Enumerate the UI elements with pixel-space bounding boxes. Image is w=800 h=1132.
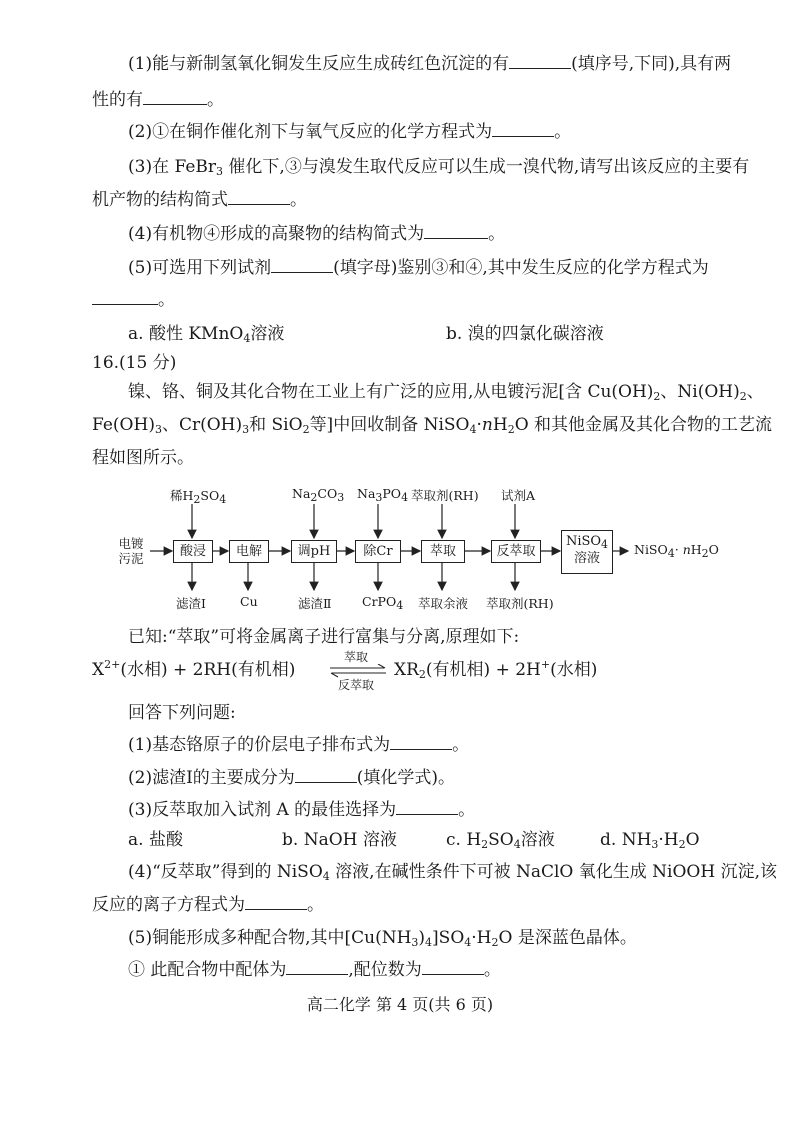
q15-p1-text-c: 性的有 xyxy=(92,90,143,110)
input-label-dilute-h2so4: 稀$H_2SO_4$ xyxy=(170,488,227,506)
input-label-reagent-a: 试剂A xyxy=(501,488,536,503)
step-box-back-extraction: 反萃取 xyxy=(491,540,541,563)
intro-text: 和 SiO xyxy=(249,415,303,435)
answer-blank[interactable] xyxy=(396,798,458,815)
start-label-line2: 污泥 xyxy=(118,551,144,566)
answer-blank[interactable] xyxy=(92,288,158,305)
period: 。 xyxy=(554,122,572,142)
q15-p1-line1 xyxy=(128,52,731,76)
a5-text: ·H xyxy=(471,928,492,948)
subscript: 2 xyxy=(653,390,661,403)
q16-intro-line1 xyxy=(128,380,764,404)
q16-header: 16.(15 分) xyxy=(92,353,177,373)
subscript: 2 xyxy=(418,668,426,681)
final-product-label: NiSO$_4$· $nH_2O$ xyxy=(634,542,719,560)
output-label-residue-2: 滤渣Ⅱ xyxy=(298,596,332,611)
a4-text-c: 反应的离子方程式为 xyxy=(92,895,245,915)
start-label-line1: 电镀 xyxy=(118,536,144,551)
q15-p4-text: (4)有机物④形成的高聚物的结构简式为 xyxy=(128,224,425,244)
q16-option-b: b. NaOH 溶液 xyxy=(282,830,397,850)
q16-a5 xyxy=(128,926,637,950)
output-label-residue-1: 滤渣Ⅰ xyxy=(176,596,206,611)
subscript: 3 xyxy=(154,423,162,436)
intro-text: H xyxy=(492,415,508,435)
q16-a2 xyxy=(128,766,455,790)
niso4-line2: 溶液 xyxy=(573,551,600,566)
q15-p3-line1 xyxy=(128,155,749,179)
q16-a5-1 xyxy=(128,958,501,982)
answer-blank[interactable] xyxy=(422,958,484,975)
q15-p2 xyxy=(128,120,571,144)
subscript: 4 xyxy=(469,423,477,436)
period: 。 xyxy=(290,190,307,210)
q15-p1-line2 xyxy=(92,88,224,112)
subscript: 4 xyxy=(425,936,433,949)
subscript: 2 xyxy=(739,390,747,403)
period: 。 xyxy=(307,895,324,915)
answer-blank[interactable] xyxy=(492,120,554,137)
opt-c-text: c. H xyxy=(446,830,482,850)
a3-text: (3)反萃取加入试剂 A 的最佳选择为 xyxy=(128,800,397,820)
eq-condition-forward: 萃取 xyxy=(343,650,368,664)
q16-a3 xyxy=(128,798,475,822)
period: 。 xyxy=(158,290,175,310)
intro-text: 、Cr(OH) xyxy=(161,415,243,435)
q16-option-a: a. 盐酸 xyxy=(128,830,183,850)
q15-p5-text-b: (填字母)鉴别③和④,其中发生反应的化学方程式为 xyxy=(333,258,709,278)
q16-option-d xyxy=(600,828,700,852)
output-label-raffinate: 萃取余液 xyxy=(418,596,469,611)
eq-text: X xyxy=(92,660,105,680)
q15-p2-text: (2)①在铜作催化剂下与氧气反应的化学方程式为 xyxy=(128,122,493,142)
answer-blank[interactable] xyxy=(424,222,488,239)
intro-text: 、Ni(OH) xyxy=(660,382,740,402)
answer-blank[interactable] xyxy=(271,256,333,273)
q16-known: 已知:“萃取”可将金属离子进行富集与分离,原理如下: xyxy=(128,627,520,647)
intro-text: 、 xyxy=(746,382,764,402)
input-label-extractant: 萃取剂(RH) xyxy=(411,488,479,503)
q15-p4 xyxy=(128,222,505,246)
q16-intro-line2 xyxy=(92,413,772,437)
eq-text: (有机相) + 2H xyxy=(425,660,541,680)
q15-p3-text-b: 催化下,③与溴发生取代反应可以生成一溴代物,请写出该反应的主要有 xyxy=(223,157,750,177)
start-label xyxy=(114,536,148,566)
eq-text: (水相) xyxy=(550,660,598,680)
a4-text-b: 溶液,在碱性条件下可被 NaClO 氧化生成 NiOOH 沉淀,该 xyxy=(329,862,777,882)
output-label-extractant-return: 萃取剂(RH) xyxy=(486,596,554,611)
q16-a4-line1 xyxy=(128,860,777,884)
step-box-acid-leach: 酸浸 xyxy=(173,540,213,563)
period: 。 xyxy=(483,960,501,980)
subscript: 4 xyxy=(322,870,330,883)
step-box-extraction: 萃取 xyxy=(421,540,465,563)
subscript: 4 xyxy=(513,838,521,851)
subscript: 2 xyxy=(678,838,686,851)
opt-c-text: 溶液 xyxy=(520,830,555,850)
a1-text: (1)基态铬原子的价层电子排布式为 xyxy=(128,735,391,755)
q16-option-c xyxy=(446,828,555,852)
q16-intro-line3: 程如图所示。 xyxy=(92,448,194,468)
q15-p5-line2 xyxy=(92,288,175,312)
subscript: 2 xyxy=(507,423,515,436)
a2-text-b: (填化学式)。 xyxy=(356,768,456,788)
answer-blank[interactable] xyxy=(143,88,207,105)
answer-blank[interactable] xyxy=(286,958,348,975)
option-a-text-b: 溶液 xyxy=(250,324,285,344)
q16-a4-line2 xyxy=(92,893,324,917)
italic-n: n xyxy=(481,415,493,435)
input-label-na3po4: $Na_3PO_4$ xyxy=(357,486,409,504)
period: 。 xyxy=(452,735,470,755)
opt-d-text: O xyxy=(685,830,700,850)
q15-option-b xyxy=(446,322,604,346)
option-a-text: a. 酸性 KMnO xyxy=(128,324,244,344)
answer-blank[interactable] xyxy=(295,766,357,783)
intro-text: Fe(OH) xyxy=(92,415,155,435)
superscript: 2+ xyxy=(104,658,121,671)
q15-p3-line2 xyxy=(92,188,307,212)
equilibrium-equation xyxy=(92,658,295,682)
q16-answer-prompt: 回答下列问题: xyxy=(128,703,236,723)
eq-text: (水相) + 2RH(有机相) xyxy=(120,660,296,680)
option-b-text: b. 溴的四氯化碳溶液 xyxy=(446,324,604,344)
opt-c-text: SO xyxy=(488,830,514,850)
page-footer: 高二化学 第 4 页(共 6 页) xyxy=(306,995,494,1014)
q15-p3-text-c: 机产物的结构简式 xyxy=(92,190,228,210)
output-label-crpo4: CrPO$_4$ xyxy=(362,594,404,612)
process-flow-diagram xyxy=(0,478,800,628)
subscript: 2 xyxy=(302,423,310,436)
answer-blank[interactable] xyxy=(509,52,571,69)
eq-text: XR xyxy=(394,660,419,680)
intro-text: 镍、铬、铜及其化合物在工业上有广泛的应用,从电镀污泥[含 Cu(OH) xyxy=(128,382,654,402)
intro-text: 等]中回收制备 NiSO xyxy=(309,415,470,435)
opt-d-text: ·H xyxy=(658,830,679,850)
subscript: 3 xyxy=(411,936,419,949)
subscript: 4 xyxy=(464,936,472,949)
subscript: 2 xyxy=(491,936,499,949)
superscript: + xyxy=(540,658,551,671)
subscript: 3 xyxy=(242,423,250,436)
q16-a1 xyxy=(128,733,469,757)
answer-blank[interactable] xyxy=(390,733,452,750)
q15-p5-text-a: (5)可选用下列试剂 xyxy=(128,258,272,278)
q15-p1-text-a: (1)能与新制氢氧化铜发生反应生成砖红色沉淀的有 xyxy=(128,54,510,74)
a4-text: (4)“反萃取”得到的 NiSO xyxy=(128,862,323,882)
step-box-electrolysis: 电解 xyxy=(229,540,269,563)
period: 。 xyxy=(488,224,506,244)
output-label-cu: Cu xyxy=(240,594,258,609)
subscript: 4 xyxy=(243,332,251,345)
q15-p1-text-b: (填序号,下同),具有两 xyxy=(571,54,732,74)
period: 。 xyxy=(207,90,224,110)
q15-p3-text-a: (3)在 FeBr xyxy=(128,157,217,177)
step-box-niso4-solution xyxy=(561,530,613,574)
step-box-adjust-ph: 调pH xyxy=(291,540,337,563)
q15-option-a xyxy=(128,322,284,346)
answer-blank[interactable] xyxy=(245,893,307,910)
a5-1-text: ① 此配合物中配体为 xyxy=(128,960,287,980)
a5-1-text-b: ,配位数为 xyxy=(348,960,422,980)
subscript: 3 xyxy=(216,165,224,178)
intro-text: O 和其他金属及其化合物的工艺流 xyxy=(514,415,773,435)
opt-d-text: d. NH xyxy=(600,830,652,850)
period: 。 xyxy=(458,800,476,820)
subscript: 2 xyxy=(481,838,489,851)
a5-text: ]SO xyxy=(432,928,465,948)
eq-condition-reverse: 反萃取 xyxy=(337,678,374,692)
input-label-na2co3: $Na_2CO_3$ xyxy=(292,486,345,504)
a5-text: ) xyxy=(418,928,426,948)
niso4-line1: NiSO$_4$ xyxy=(565,534,609,551)
a5-text: O 是深蓝色晶体。 xyxy=(498,928,637,948)
a2-text: (2)滤渣Ⅰ的主要成分为 xyxy=(128,768,295,788)
equilibrium-equation-right xyxy=(394,658,597,682)
answer-blank[interactable] xyxy=(228,188,290,205)
subscript: 3 xyxy=(651,838,659,851)
q15-p5-line1 xyxy=(128,256,709,280)
a5-text: (5)铜能形成多种配合物,其中[Cu(NH xyxy=(128,928,412,948)
intro-text: · xyxy=(476,415,482,435)
step-box-remove-cr: 除Cr xyxy=(355,540,401,563)
